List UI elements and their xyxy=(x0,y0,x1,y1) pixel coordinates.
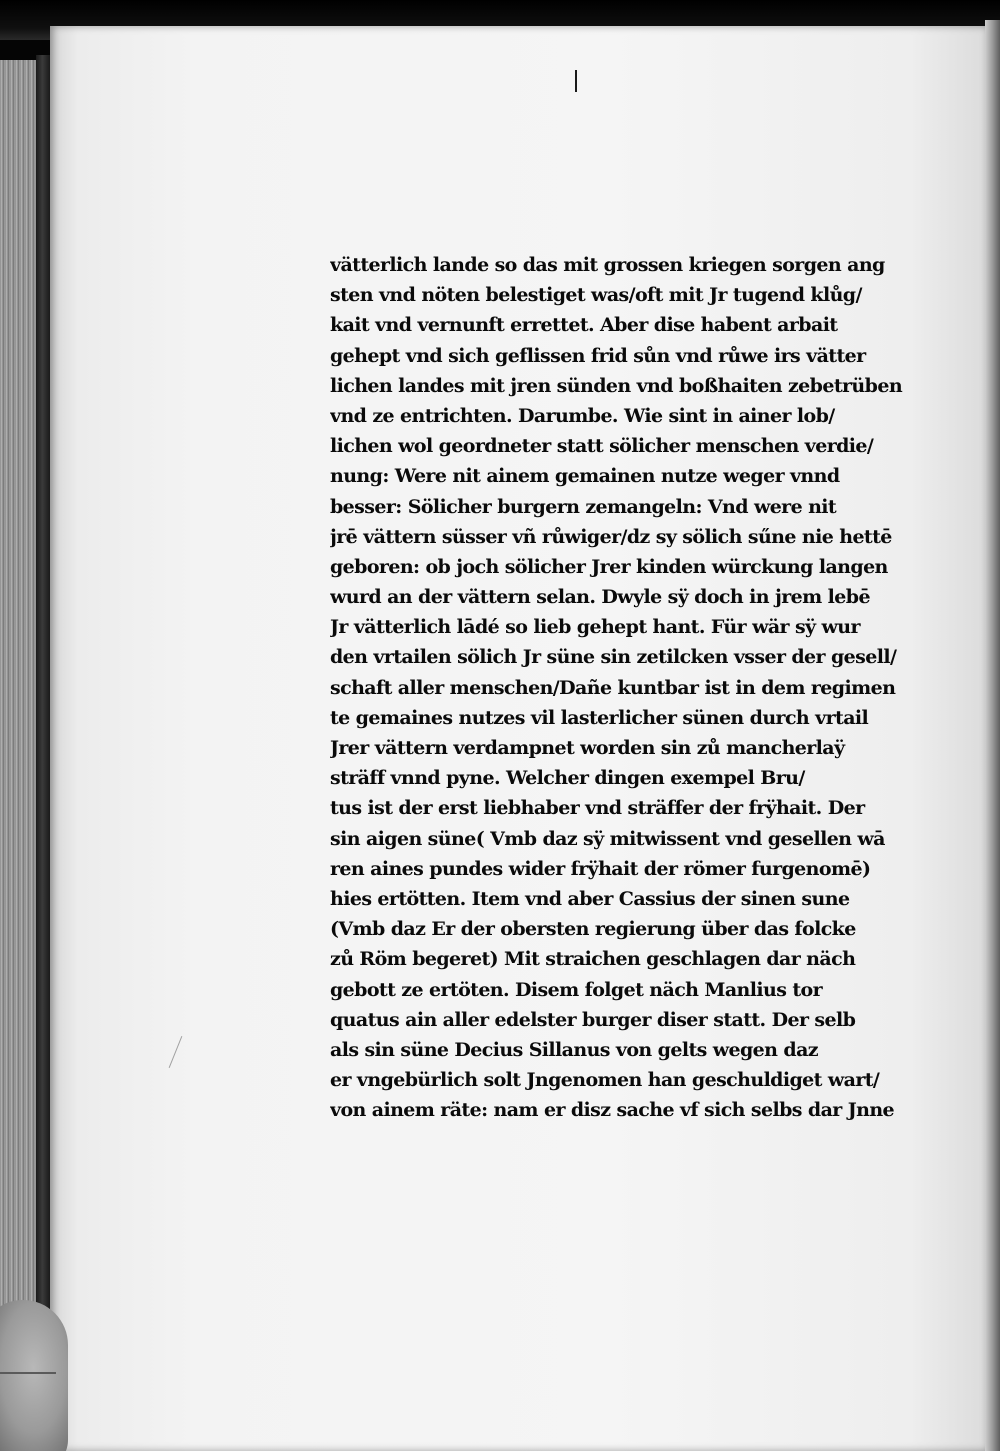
text-line: gebott ze ertöten. Disem folget näch Manlius tor xyxy=(330,978,822,1001)
text-line: als sin süne Decius Sillanus von gelts wegen daz xyxy=(330,1038,818,1061)
text-line: sten vnd nöten belestiget was/oft mit Jr tugend klůg/ xyxy=(330,284,862,307)
text-line: geboren: ob joch sölicher Jrer kinden würckung langen xyxy=(330,555,888,578)
text-line: wurd an der vättern selan. Dwyle sÿ doch in jrem lebē xyxy=(330,586,870,609)
text-line: den vrtailen sölich Jr süne sin zetilcken vsser der gesell/ xyxy=(330,646,897,669)
text-line: lichen landes mit jren sünden vnd boßhaiten zebetrüben xyxy=(330,374,903,397)
text-line: schaft aller menschen/Dañe kuntbar ist in dem regimen xyxy=(330,676,896,699)
page-right-edge xyxy=(985,20,1000,1451)
thumb-crease xyxy=(0,1372,56,1374)
blackletter-text-block xyxy=(330,250,910,1125)
text-line: besser: Sölicher burgern zemangeln: Vnd were nit xyxy=(330,495,837,518)
text-line: sträff vnnd pyne. Welcher dingen exempel Bru/ xyxy=(330,767,805,790)
text-line: kait vnd vernunft errettet. Aber dise habent arbait xyxy=(330,314,838,337)
text-line: von ainem räte: nam er disz sache vf sich selbs dar Jnne xyxy=(330,1099,895,1122)
text-line: quatus ain aller edelster burger diser statt. Der selb xyxy=(330,1008,856,1031)
text-line: sin aigen süne( Vmb daz sÿ mitwissent vnd gesellen wā xyxy=(330,827,885,850)
text-line: nung: Were nit ainem gemainen nutze weger vnnd xyxy=(330,465,840,488)
holding-thumb xyxy=(0,1300,68,1451)
text-line: er vngebürlich solt Jngenomen han geschuldiget wart/ xyxy=(330,1069,880,1092)
text-line: tus ist der erst liebhaber vnd sträffer der frÿhait. Der xyxy=(330,797,865,820)
page-mark xyxy=(575,70,577,92)
text-line: Jr vätterlich lādé so lieb gehept hant. Für wär sÿ wur xyxy=(330,616,860,639)
text-line: te gemaines nutzes vil lasterlicher sünen durch vrtail xyxy=(330,706,869,729)
text-line: jrē vättern süsser vñ růwiger/dz sy sölich sűne nie hettē xyxy=(330,525,892,548)
text-line: (Vmb daz Er der obersten regierung über das folcke xyxy=(330,918,856,941)
text-line: lichen wol geordneter statt sölicher menschen verdie/ xyxy=(330,435,874,458)
text-line: vnd ze entrichten. Darumbe. Wie sint in ainer lob/ xyxy=(330,404,835,427)
text-line: vätterlich lande so das mit grossen kriegen sorgen ang xyxy=(330,254,885,276)
text-line: gehept vnd sich geflissen frid sůn vnd růwe irs vätter xyxy=(330,344,866,367)
text-line: Jrer vättern verdampnet worden sin zů mancherlaÿ xyxy=(330,737,845,759)
text-line: zů Röm begeret) Mit straichen geschlagen dar näch xyxy=(330,948,856,971)
text-line: ren aines pundes wider frÿhait der römer furgenomē) xyxy=(330,857,871,880)
text-line: hies ertötten. Item vnd aber Cassius der sinen sune xyxy=(330,887,850,910)
